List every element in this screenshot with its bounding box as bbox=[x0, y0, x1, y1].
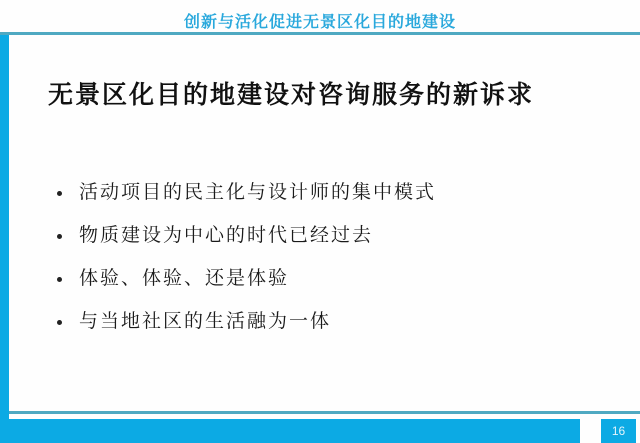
bullet-text: 物质建设为中心的时代已经过去 bbox=[79, 225, 374, 246]
header-title: 创新与活化促进无景区化目的地建设 bbox=[183, 14, 456, 31]
page-number-badge bbox=[601, 419, 636, 443]
page-number: 16 bbox=[611, 424, 626, 438]
bullet-item bbox=[56, 309, 620, 335]
bullet-item bbox=[56, 223, 620, 249]
slide-title: 无景区化目的地建设对咨询服务的新诉求 bbox=[48, 82, 535, 109]
bullet-text: 与当地社区的生活融为一体 bbox=[79, 311, 332, 332]
bullet-item bbox=[56, 266, 620, 292]
bullet-dot-icon bbox=[57, 191, 62, 196]
bullet-dot-icon bbox=[57, 320, 62, 325]
bullet-dot-icon bbox=[57, 234, 62, 239]
bullet-text: 活动项目的民主化与设计师的集中模式 bbox=[79, 182, 437, 203]
bullet-list bbox=[56, 180, 620, 352]
bullet-text: 体验、体验、还是体验 bbox=[79, 268, 290, 289]
footer-divider bbox=[0, 411, 640, 414]
footer-accent-bar bbox=[0, 419, 580, 443]
bullet-item bbox=[56, 180, 620, 206]
left-accent-bar bbox=[0, 35, 9, 443]
header-divider bbox=[0, 32, 640, 35]
bullet-dot-icon bbox=[57, 277, 62, 282]
